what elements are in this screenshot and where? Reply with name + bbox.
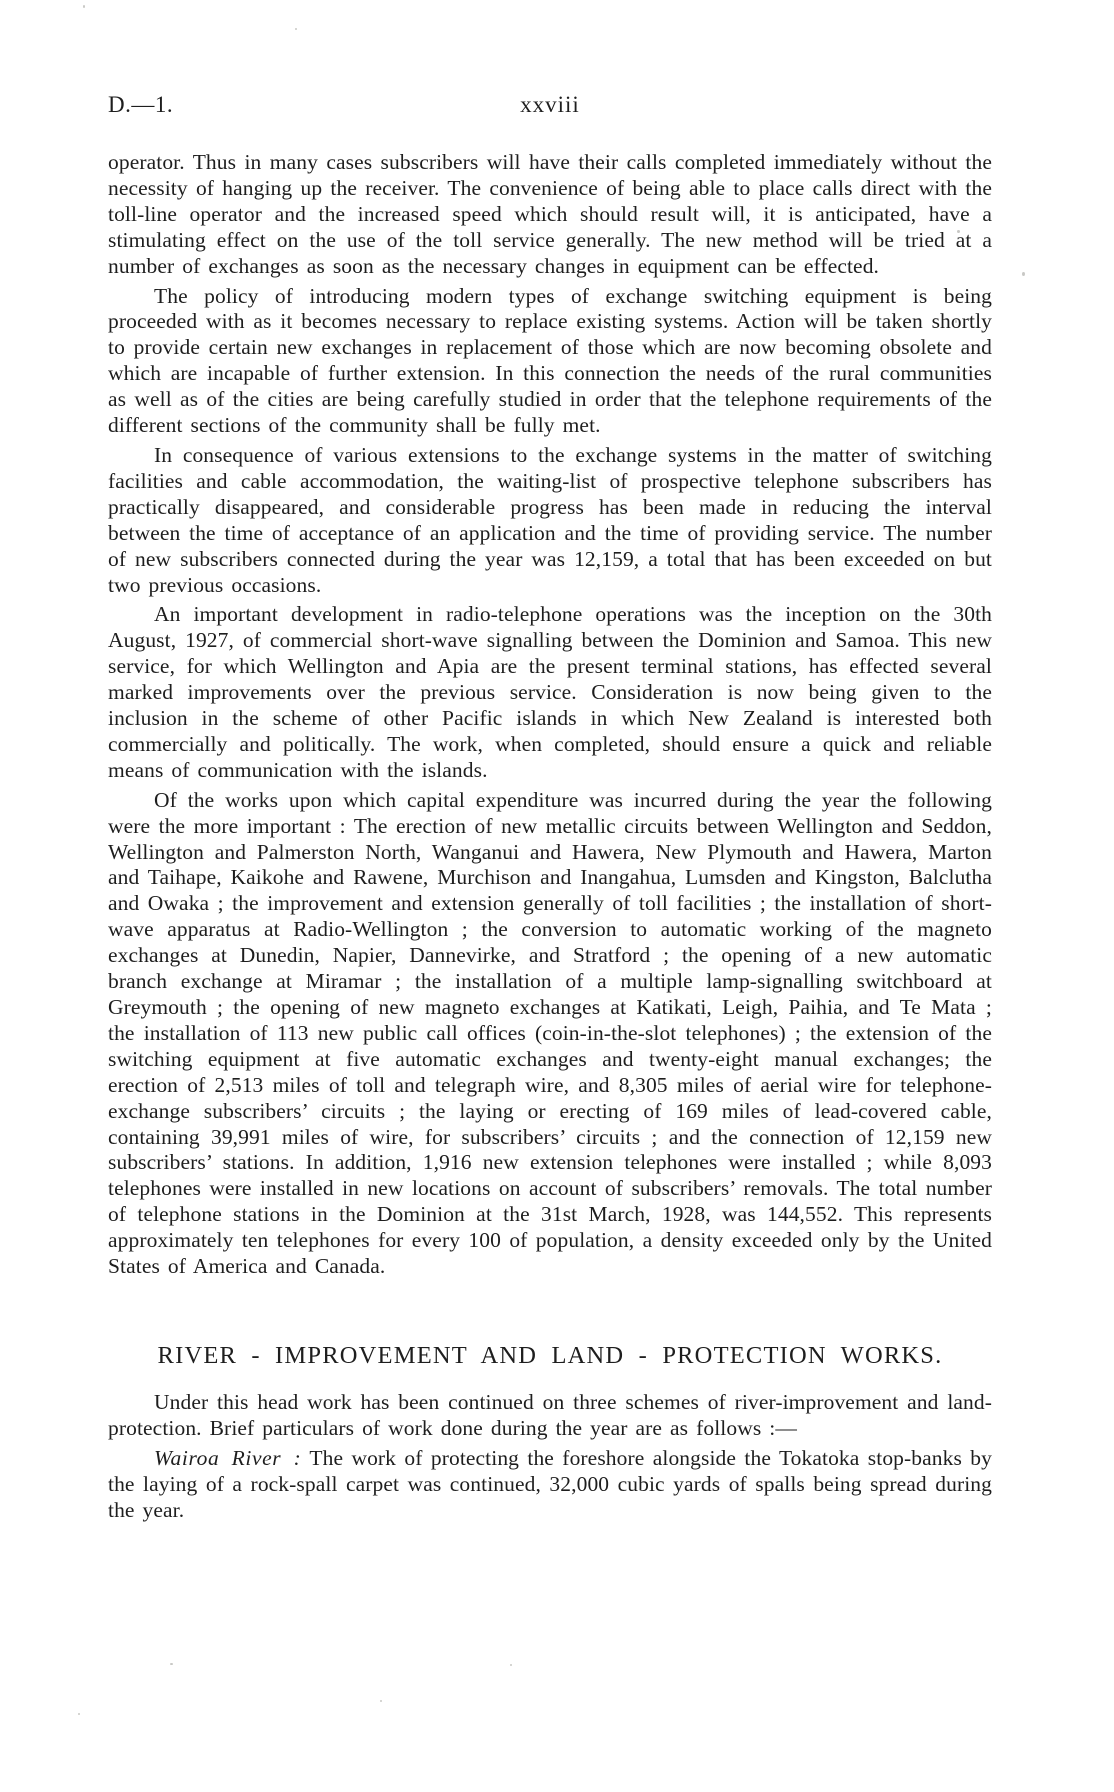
wairoa-river-lead: Wairoa River : [154, 1445, 302, 1470]
paragraph-wairoa-river [108, 1446, 992, 1524]
page-content [108, 92, 992, 1524]
page-header [108, 92, 992, 126]
paragraph-radio-telephone: An important development in radio-telephone operations was the inception on the 30th August, 1927, of commercial short-wave signalling between the Dominion and Samoa. This new service, for which Wellington and Apia are the present terminal stations, has effected several marked improvements over the previous service. Consideration is now being given to the inclusion in the scheme of other Pacific islands in which New Zealand is interested both commercially and politically. The work, when completed, should ensure a quick and reliable means of communication with the islands. [108, 602, 992, 782]
paragraph-capital-works: Of the works upon which capital expenditure was incurred during the year the following were the more important : The erection of new metallic circuits between Wellington and Seddon, Wellington and Palmerston North, Wanganui and Hawera, New Plymouth and Hawera, Marton and Taihape, Kaikohe and Rawene, Murchison and Inangahua, Lumsden and Kingston, Balclutha and Owaka ; the improvement and extension generally of toll facilities ; the installation of short-wave apparatus at Radio-Wellington ; the conversion to automatic working of the magneto exchanges at Dunedin, Napier, Dannevirke, and Stratford ; the opening of a new automatic branch exchange at Miramar ; the installation of a multiple lamp-signalling switchboard at Greymouth ; the opening of new magneto exchanges at Katikati, Leigh, Paihia, and Te Mata ; the installation of 113 new public call offices (coin-in-the-slot telephones) ; the extension of the switching equipment at five automatic exchanges and twenty-eight manual exchanges; the erection of 2,513 miles of toll and telegraph wire, and 8,305 miles of aerial wire for telephone-exchange subscribers’ circuits ; the laying or erecting of 169 miles of lead-covered cable, containing 39,991 miles of wire, for subscribers’ circuits ; and the connection of 12,159 new subscribers’ stations. In addition, 1,916 new extension telephones were installed ; while 8,093 telephones were installed in new locations on account of subscribers’ removals. The total number of telephone stations in the Dominion at the 31st March, 1928, was 144,552. This represents approximately ten telephones for every 100 of population, a density exceeded only by the United States of America and Canada. [108, 787, 992, 1279]
scan-speck [170, 1663, 173, 1665]
scan-speck [510, 1664, 512, 1666]
section-body [108, 1390, 992, 1524]
paragraph-section-intro: Under this head work has been continued on three schemes of river-improvement and land-protection. Brief particulars of work done during the year are as follows :— [108, 1389, 992, 1440]
page-number: xxviii [520, 92, 580, 117]
scan-speck [83, 5, 85, 8]
scan-speck [295, 28, 297, 30]
paragraph-operator-continuation: operator. Thus in many cases subscribers will have their calls completed immediately without the necessity of hanging up the receiver. The convenience of being able to place calls direct with the toll-line operator and the increased speed which should result will, it is anticipated, have a stimulating effect on the use of the toll service generally. The new method will be tried at a number of exchanges as soon as the necessary changes in equipment can be effected. [108, 150, 992, 278]
body-text [108, 150, 992, 1280]
scan-speck [380, 1700, 382, 1702]
scan-speck [1022, 272, 1025, 276]
wairoa-river-text: The work of protecting the foreshore alongside the Tokatoka stop-banks by the laying of a rock-spall carpet was continued, 32,000 cubic yards of spalls being spread during the year. [108, 1445, 993, 1522]
scan-speck [78, 1713, 80, 1715]
paragraph-exchange-policy: The policy of introducing modern types of exchange switching equipment is being proceeded with as it becomes necessary to replace existing systems. Action will be taken shortly to provide certain new exchanges in replacement of those which are now becoming obsolete and which are incapable of further extension. In this connection the needs of the rural communities as well as of the cities are being carefully studied in order that the telephone requirements of the different sections of the community shall be fully met. [108, 283, 992, 438]
section-heading-river-improvement: RIVER - IMPROVEMENT AND LAND - PROTECTION WORKS. [157, 1341, 943, 1369]
paragraph-waiting-list: In consequence of various extensions to the exchange systems in the matter of switching facilities and cable accommodation, the waiting-list of prospective telephone subscribers has practically disappeared, and considerable progress has been made in reducing the interval between the time of acceptance of an application and the time of providing service. The number of new subscribers connected during the year was 12,159, a total that has been exceeded on but two previous occasions. [108, 442, 992, 597]
document-reference: D.—1. [108, 92, 174, 117]
